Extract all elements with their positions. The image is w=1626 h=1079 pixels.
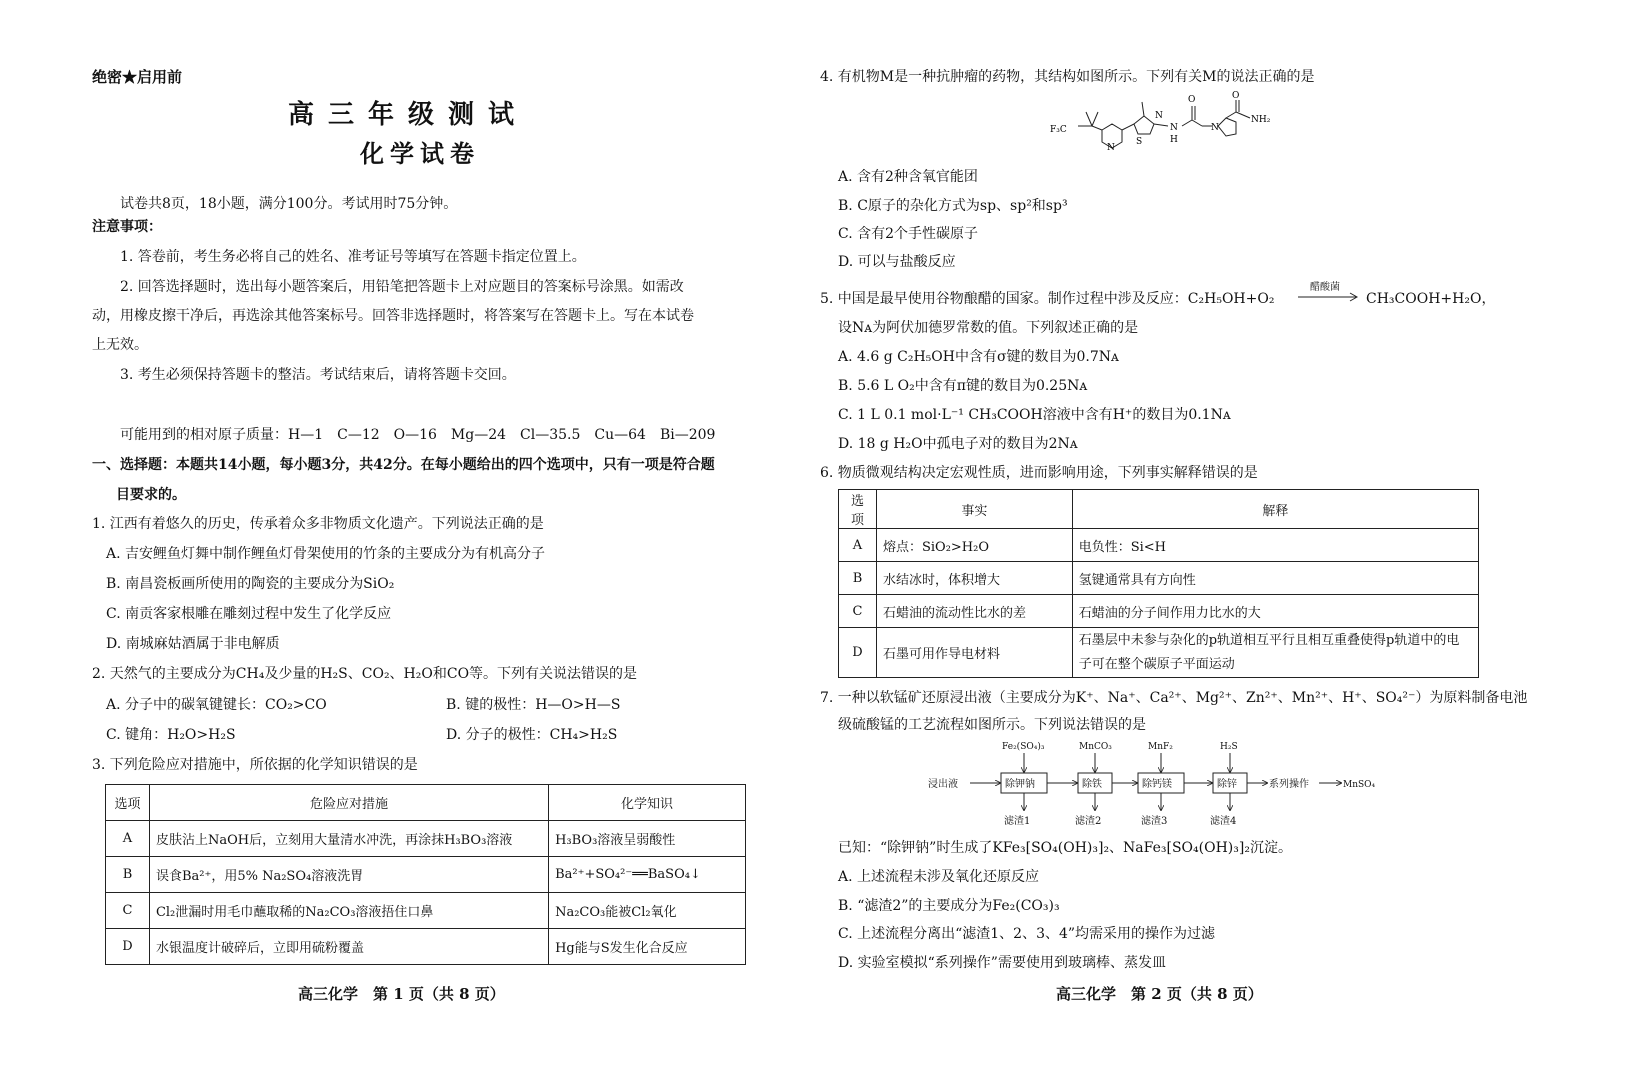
table-row: [839, 529, 1479, 562]
q1-option-d: D. 南城麻姑酒属于非电解质: [106, 636, 280, 652]
struct-n-pyrrolidine: N: [1211, 123, 1219, 133]
q3-cell: 皮肤沾上NaOH后，立刻用大量清水冲洗，再涂抹H₃BO₃溶液: [149, 821, 548, 857]
section-1-heading-cont: 目要求的。: [116, 487, 186, 503]
q4-option-d: D. 可以与盐酸反应: [838, 254, 956, 270]
q6-header-option: 选项: [839, 490, 877, 529]
q3-cell: 误食Ba²⁺，用5% Na₂SO₄溶液洗胃: [149, 857, 548, 893]
reaction-arrow-icon: [1298, 292, 1360, 302]
table-row: [106, 857, 746, 893]
q6-cell: 石蜡油的流动性比水的差: [876, 595, 1072, 628]
struct-s: S: [1136, 137, 1143, 147]
struct-n-thiazole: N: [1155, 111, 1163, 121]
note-3: 3. 考生必须保持答题卡的整洁。考试结束后，请将答题卡交回。: [120, 367, 516, 383]
q2-option-c: C. 键角：H₂O>H₂S: [106, 727, 236, 743]
table-row: [839, 562, 1479, 595]
q6-cell: A: [839, 529, 877, 562]
q3-cell: C: [106, 893, 150, 929]
question-5: 5. 中国是最早使用谷物酿醋的国家。制作过程中涉及反应：C₂H₅OH+O₂: [820, 291, 1275, 307]
flow-residue-3: 滤渣3: [1141, 816, 1168, 827]
q3-cell: 水银温度计破碎后，立即用硫粉覆盖: [149, 929, 548, 965]
flow-reagent-3: MnF₂: [1148, 742, 1173, 752]
page-2-footer: 高三化学 第 2 页（共 8 页）: [1056, 985, 1263, 1003]
q6-cell: D: [839, 628, 877, 678]
exam-title: 高三年级测试: [288, 100, 529, 130]
q6-cell: 电负性：Si<H: [1072, 529, 1478, 562]
flow-start: 浸出液: [928, 779, 958, 790]
q5-option-d: D. 18 g H₂O中孤电子对的数目为2Nᴀ: [838, 436, 1078, 452]
q7-stem: 级硫酸锰的工艺流程如图所示。下列说法错误的是: [838, 717, 1146, 733]
flow-reagent-1: Fe₂(SO₄)₃: [1002, 742, 1045, 752]
atomic-masses: 可能用到的相对原子质量：H—1 C—12 O—16 Mg—24 Cl—35.5 Cu—64 Bi—209: [120, 427, 716, 443]
question-2: 2. 天然气的主要成分为CH₄及少量的H₂S、CO₂、H₂O和CO等。下列有关说法错误的是: [92, 666, 638, 682]
page-1-footer: 高三化学 第 1 页（共 8 页）: [298, 985, 505, 1003]
flow-product: MnSO₄: [1343, 780, 1376, 790]
flow-operation: 系列操作: [1269, 779, 1309, 790]
q5-product: CH₃COOH+H₂O，: [1366, 291, 1496, 307]
q3-cell: Cl₂泄漏时用毛巾蘸取稀的Na₂CO₃溶液捂住口鼻: [149, 893, 548, 929]
flow-reagent-2: MnCO₃: [1079, 742, 1112, 752]
q3-cell: Hg能与S发生化合反应: [549, 929, 746, 965]
process-flow-diagram: [926, 738, 1396, 830]
q6-cell: 熔点：SiO₂>H₂O: [876, 529, 1072, 562]
q2-option-b: B. 键的极性：H—O>H—S: [446, 697, 621, 713]
flow-step-3: 除钙镁: [1142, 779, 1172, 790]
q6-cell: 石墨层中未参与杂化的p轨道相互平行且相互重叠使得p轨道中的电子可在整个碳原子平面运动: [1072, 628, 1478, 678]
q2-option-d: D. 分子的极性：CH₄>H₂S: [446, 727, 618, 743]
struct-n-pyridine: N: [1107, 143, 1115, 153]
flow-residue-2: 滤渣2: [1075, 816, 1102, 827]
q4-option-b: B. C原子的杂化方式为sp、sp²和sp³: [838, 198, 1068, 214]
flow-step-1: 除钾钠: [1005, 779, 1035, 790]
struct-nh2: NH₂: [1251, 115, 1271, 125]
intro-text: 试卷共8页，18小题，满分100分。考试用时75分钟。: [120, 196, 458, 212]
q3-header-option: 选项: [106, 785, 150, 821]
flow-residue-4: 滤渣4: [1210, 816, 1237, 827]
q3-cell: Na₂CO₃能被Cl₂氧化: [549, 893, 746, 929]
q5-catalyst: 醋酸菌: [1310, 282, 1340, 293]
q7-option-c: C. 上述流程分离出“滤渣1、2、3、4”均需采用的操作为过滤: [838, 926, 1216, 942]
page-1: [0, 0, 800, 1079]
confidential-mark: 绝密★启用前: [92, 68, 183, 86]
q3-header-knowledge: 化学知识: [549, 785, 746, 821]
q3-table: [105, 784, 746, 965]
table-row: [839, 595, 1479, 628]
table-row: [106, 893, 746, 929]
note-2c: 上无效。: [92, 337, 148, 353]
question-7: 7. 一种以软锰矿还原浸出液（主要成分为K⁺、Na⁺、Ca²⁺、Mg²⁺、Zn²⁺、Mn²⁺、H⁺、SO₄²⁻）为原料制备电池: [820, 690, 1528, 706]
q3-header-measure: 危险应对措施: [149, 785, 548, 821]
flow-step-4: 除锌: [1217, 779, 1237, 790]
q6-cell: 水结冰时，体积增大: [876, 562, 1072, 595]
struct-o1: O: [1188, 95, 1196, 105]
page-2: [820, 0, 1626, 1079]
q4-option-a: A. 含有2种含氧官能团: [838, 169, 978, 185]
flow-reagent-4: H₂S: [1220, 742, 1238, 752]
q6-header-explanation: 解释: [1072, 490, 1478, 529]
q7-known: 已知：“除钾钠”时生成了KFe₃[SO₄(OH)₃]₂、NaFe₃[SO₄(OH)₃]₂沉淀。: [838, 840, 1292, 856]
q4-option-c: C. 含有2个手性碳原子: [838, 226, 979, 242]
q2-option-a: A. 分子中的碳氧键键长：CO₂>CO: [106, 697, 327, 713]
q6-cell: B: [839, 562, 877, 595]
question-4: 4. 有机物M是一种抗肿瘤的药物，其结构如图所示。下列有关M的说法正确的是: [820, 69, 1315, 85]
q1-option-b: B. 南昌瓷板画所使用的陶瓷的主要成分为SiO₂: [106, 576, 395, 592]
struct-h: H: [1170, 135, 1178, 145]
q5-stem: 设Nᴀ为阿伏加德罗常数的值。下列叙述正确的是: [838, 320, 1139, 336]
q5-option-b: B. 5.6 L O₂中含有π键的数目为0.25Nᴀ: [838, 378, 1088, 394]
q7-option-a: A. 上述流程未涉及氧化还原反应: [838, 869, 1040, 885]
struct-cf3: F₃C: [1050, 125, 1067, 135]
table-row: [106, 929, 746, 965]
table-row: [106, 821, 746, 857]
q5-option-a: A. 4.6 g C₂H₅OH中含有σ键的数目为0.7Nᴀ: [838, 349, 1119, 365]
q3-cell: Ba²⁺+SO₄²⁻══BaSO₄↓: [549, 857, 746, 893]
flow-step-2: 除铁: [1082, 779, 1102, 790]
q6-cell: 氢键通常具有方向性: [1072, 562, 1478, 595]
question-1: 1. 江西有着悠久的历史，传承着众多非物质文化遗产。下列说法正确的是: [92, 516, 544, 532]
notes-heading: 注意事项：: [92, 219, 162, 235]
q6-cell: 石墨可用作导电材料: [876, 628, 1072, 678]
q3-cell: H₃BO₃溶液呈弱酸性: [549, 821, 746, 857]
q3-cell: D: [106, 929, 150, 965]
note-1: 1. 答卷前，考生务必将自己的姓名、准考证号等填写在答题卡指定位置上。: [120, 249, 586, 265]
question-3: 3. 下列危险应对措施中，所依据的化学知识错误的是: [92, 757, 418, 773]
struct-nh: N: [1170, 123, 1178, 133]
q5-option-c: C. 1 L 0.1 mol·L⁻¹ CH₃COOH溶液中含有H⁺的数目为0.1Nᴀ: [838, 407, 1231, 423]
molecule-m-structure: [1050, 90, 1310, 158]
q6-table: [838, 489, 1479, 678]
q7-option-b: B. “滤渣2”的主要成分为Fe₂(CO₃)₃: [838, 898, 1060, 914]
note-2a: 2. 回答选择题时，选出每小题答案后，用铅笔把答题卡上对应题目的答案标号涂黑。如需改: [120, 279, 684, 295]
flow-residue-1: 滤渣1: [1004, 816, 1031, 827]
question-6: 6. 物质微观结构决定宏观性质，进而影响用途，下列事实解释错误的是: [820, 465, 1258, 481]
q6-cell: C: [839, 595, 877, 628]
note-2b: 动，用橡皮擦干净后，再选涂其他答案标号。回答非选择题时，将答案写在答题卡上。写在本试卷: [92, 308, 694, 324]
q6-cell: 石蜡油的分子间作用力比水的大: [1072, 595, 1478, 628]
exam-subtitle: 化学试卷: [360, 139, 480, 168]
q3-cell: A: [106, 821, 150, 857]
q6-header-fact: 事实: [876, 490, 1072, 529]
struct-o2: O: [1232, 91, 1240, 101]
q3-cell: B: [106, 857, 150, 893]
q7-option-d: D. 实验室模拟“系列操作”需要使用到玻璃棒、蒸发皿: [838, 955, 1166, 971]
section-1-heading: 一、选择题：本题共14小题，每小题3分，共42分。在每小题给出的四个选项中，只有一项是符合题: [92, 457, 715, 473]
table-row: [839, 628, 1479, 678]
q1-option-c: C. 南贡客家根雕在雕刻过程中发生了化学反应: [106, 606, 392, 622]
q1-option-a: A. 吉安鲤鱼灯舞中制作鲤鱼灯骨架使用的竹条的主要成分为有机高分子: [106, 546, 546, 562]
